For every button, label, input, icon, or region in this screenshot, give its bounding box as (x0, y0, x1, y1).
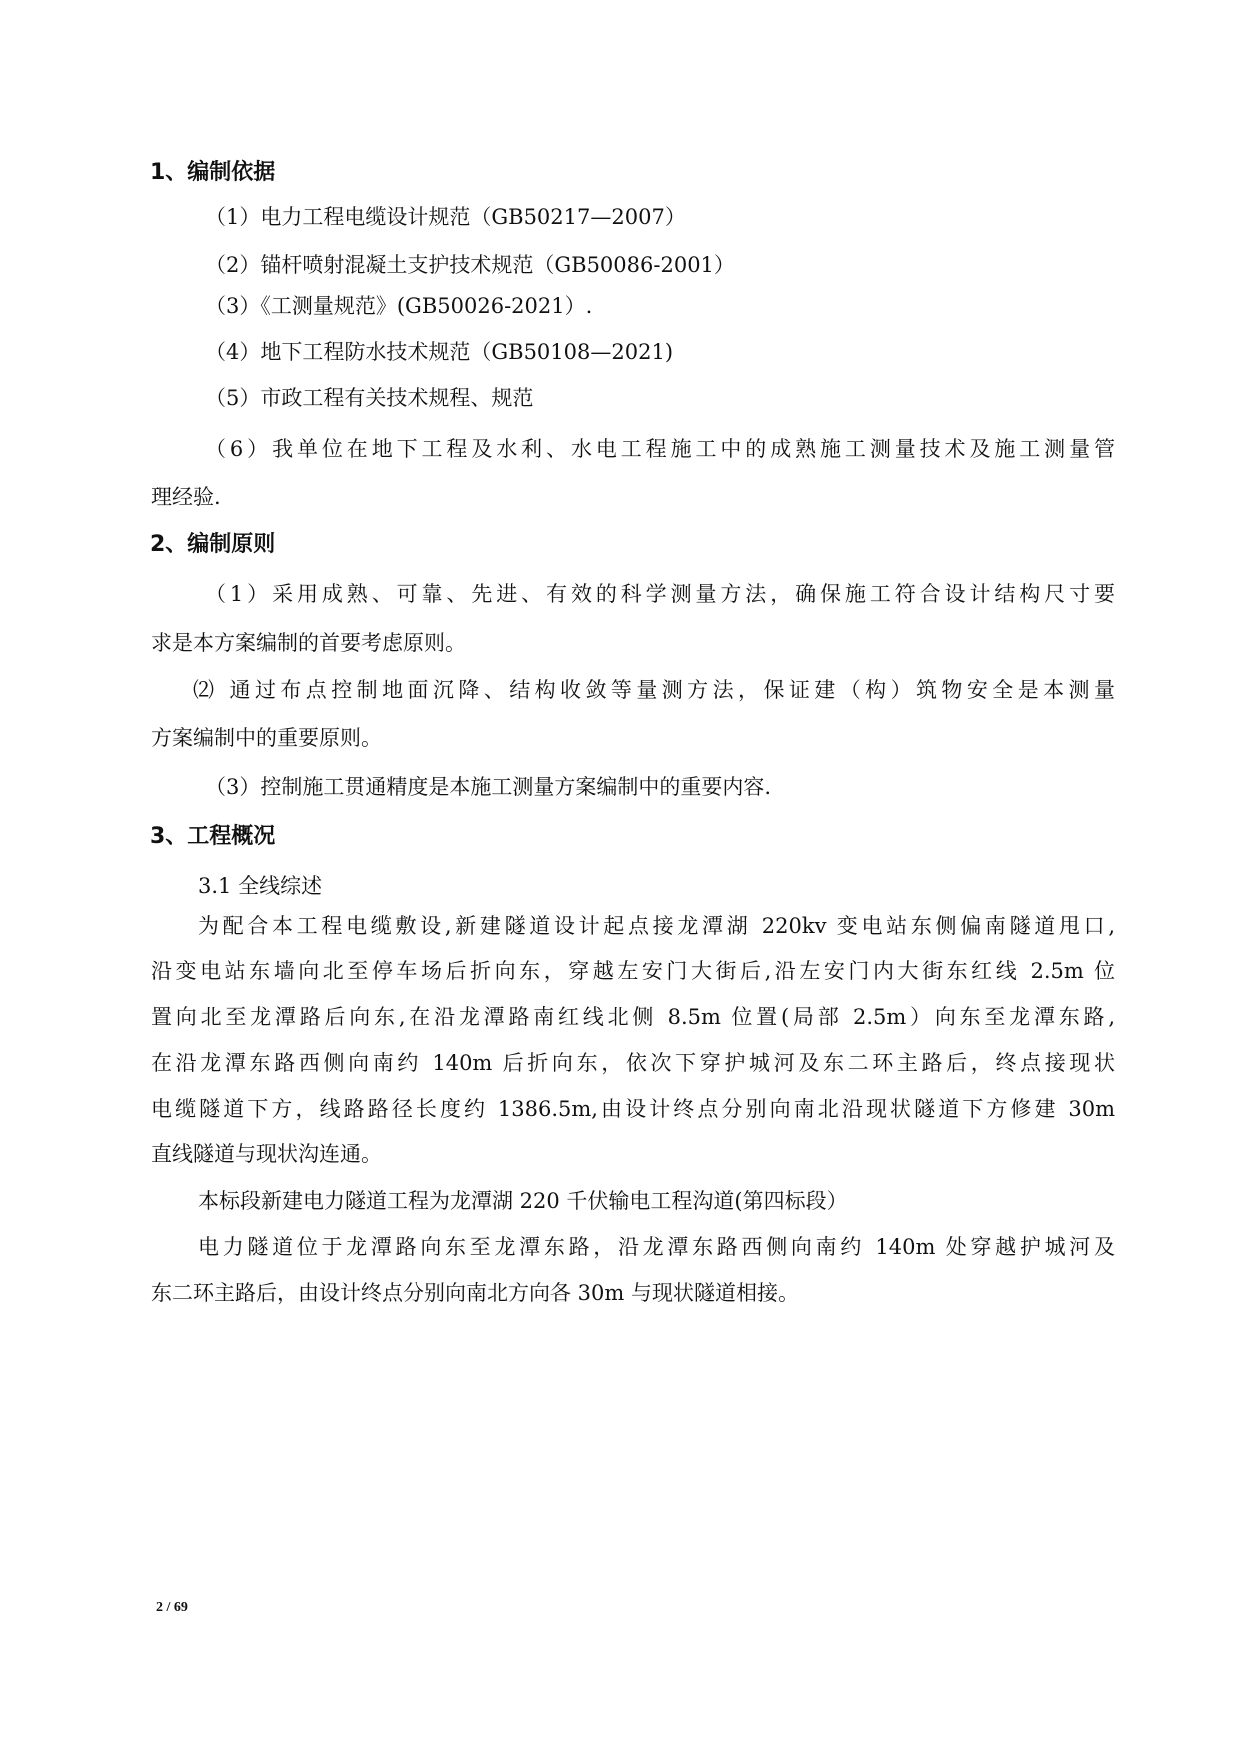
list-item: （6）我单位在地下工程及水利、水电工程施工中的成熟施工测量技术及施工测量管 (205, 437, 1115, 461)
list-item: （4）地下工程防水技术规范（GB50108—2021) (205, 340, 674, 364)
paragraph-line: 在沿龙潭东路西侧向南约 140m 后折向东，依次下穿护城河及东二环主路后，终点接现状 (151, 1051, 1115, 1075)
paragraph-line: 电缆隧道下方，线路路径长度约 1386.5m,由设计终点分别向南北沿现状隧道下方修建 30m (151, 1097, 1115, 1121)
list-item-continuation: 方案编制中的重要原则。 (151, 726, 382, 750)
paragraph-line: 置向北至龙潭路后向东,在沿龙潭路南红线北侧 8.5m 位置(局部 2.5m）向东至龙潭东路, (151, 1005, 1115, 1029)
list-item: （3）控制施工贯通精度是本施工测量方案编制中的重要内容. (205, 775, 772, 799)
paragraph-line: 直线隧道与现状沟连通。 (151, 1142, 382, 1166)
section-3-heading: 3、工程概况 (150, 824, 276, 849)
subsection-heading: 3.1 全线综述 (198, 874, 323, 898)
list-item-continuation: 理经验. (151, 485, 221, 509)
list-item: （1）采用成熟、可靠、先进、有效的科学测量方法，确保施工符合设计结构尺寸要 (205, 582, 1115, 606)
list-item: （1）电力工程电缆设计规范（GB50217—2007） (205, 205, 686, 229)
paragraph-line: 本标段新建电力隧道工程为龙潭湖 220 千伏输电工程沟道(第四标段） (198, 1189, 848, 1213)
list-item: （3）《工测量规范》(GB50026-2021）. (205, 294, 593, 318)
section-1-heading: 1、编制依据 (150, 160, 276, 185)
paragraph-line: 沿变电站东墙向北至停车场后折向东，穿越左安门大街后,沿左安门内大街东红线 2.5m 位 (151, 959, 1115, 983)
list-item-continuation: 求是本方案编制的首要考虑原则。 (151, 631, 466, 655)
list-item: ⑵ 通过布点控制地面沉降、结构收敛等量测方法，保证建（构）筑物安全是本测量 (193, 678, 1115, 702)
list-item: （2）锚杆喷射混凝土支护技术规范（GB50086-2001） (205, 253, 735, 277)
paragraph-line: 东二环主路后，由设计终点分别向南北方向各 30m 与现状隧道相接。 (151, 1281, 799, 1305)
section-2-heading: 2、编制原则 (150, 532, 276, 557)
list-item: （5）市政工程有关技术规程、规范 (205, 386, 534, 410)
paragraph-line: 为配合本工程电缆敷设,新建隧道设计起点接龙潭湖 220kv 变电站东侧偏南隧道甩口, (198, 914, 1115, 938)
page-number: 2 / 69 (156, 1600, 188, 1615)
paragraph-line: 电力隧道位于龙潭路向东至龙潭东路，沿龙潭东路西侧向南约 140m 处穿越护城河及 (198, 1235, 1115, 1259)
